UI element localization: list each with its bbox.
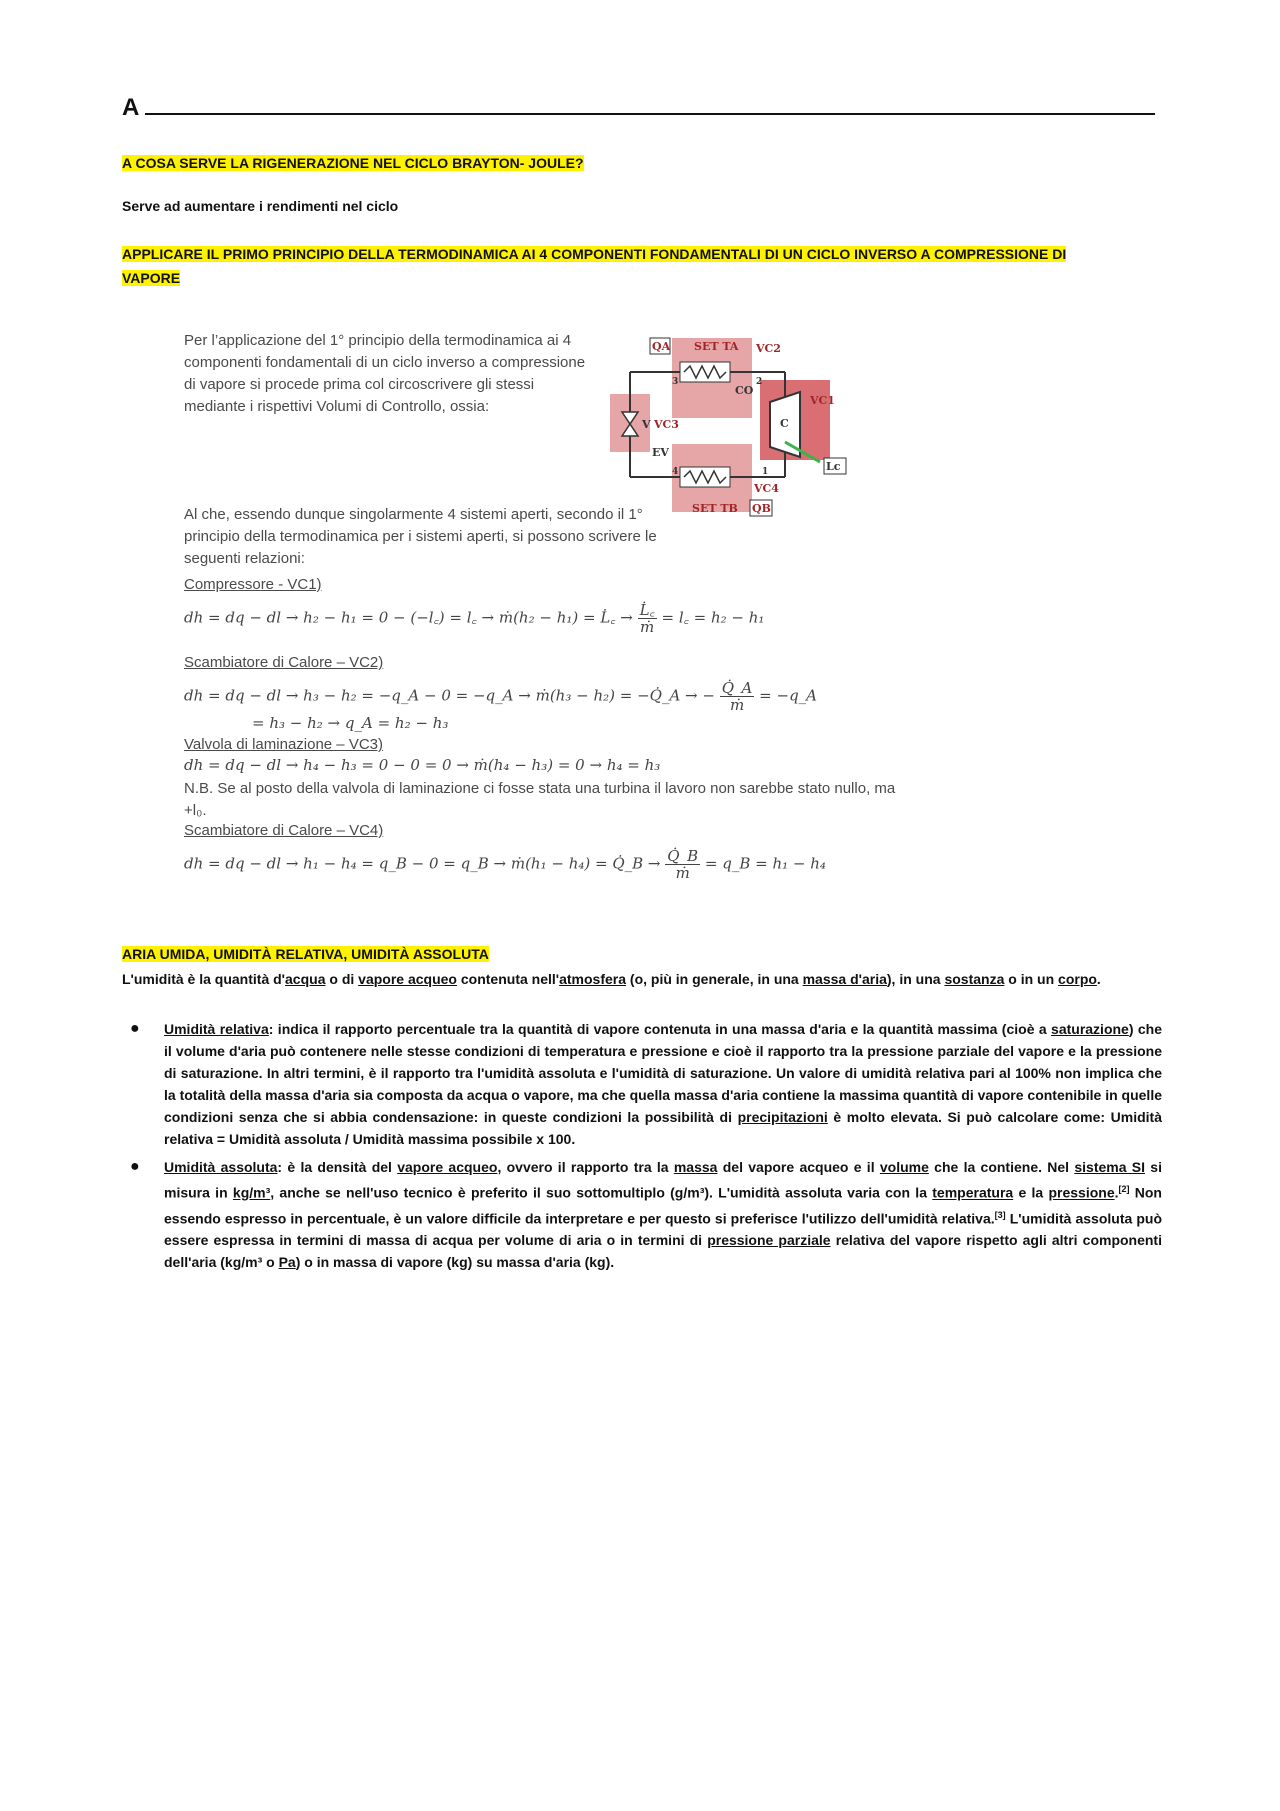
figure-intro-text: Per l’applicazione del 1° principio della termodinamica ai 4 componenti fondamentali di un ciclo inverso a compressione di vapore si procede prima col circoscrivere gli stessi mediante i rispettivi Volumi di Controllo, ossia: bbox=[184, 332, 586, 415]
label-n2: 2 bbox=[756, 377, 763, 387]
equation-vc2: dh = dq − dl → h₃ − h₂ = −q_A − 0 = −q_A → ṁ(h₃ − h₂) = −Q̇_A → − $\frac{Q̇\_A}{\text{ṁ}}$ = −q_A bbox=[184, 679, 818, 714]
bullet-dot: ● bbox=[130, 1158, 140, 1175]
equation-vc4: dh = dq − dl → h₁ − h₄ = q_B − 0 = q_B → ṁ(h₁ − h₄) = Q̇_B → $\frac{Q̇\_B}{\text{ṁ}}$ = q_B = h₁ − h₄ bbox=[184, 847, 826, 882]
link-precipitazioni[interactable]: precipitazioni bbox=[737, 1109, 828, 1125]
label-n3: 3 bbox=[672, 377, 679, 387]
label-lc: Lc bbox=[826, 460, 841, 473]
scanned-figure bbox=[160, 318, 968, 893]
equation-vc2-continued: = h₃ − h₂ → q_A = h₂ − h₃ bbox=[252, 714, 449, 732]
label-valvola-vc3: Valvola di laminazione – VC3) bbox=[184, 736, 383, 753]
list-item-umidita-assoluta: ● Umidità assoluta: è la densità del vapore acqueo, ovvero il rapporto tra la massa del vapore acqueo e il volume che la contiene. Nel sistema SI si misura in kg/m³, anche se nell'uso tecnico è preferito il suo sottomultiplo (g/m³). L'umidità assoluta varia con la temperatura e la pressione.[2] Non essendo espresso in percentuale, è un valore difficile da interpretare e per questo si preferisce l'utilizzo dell'umidità relativa.[3] L'umidità assoluta può essere espressa in termini di massa di acqua per volume di aria o in termini di pressione parziale relativa del vapore rispetto agli altri componenti dell'aria (kg/m³ o Pa) o in massa di vapore (kg) su massa d'aria (kg). bbox=[130, 1158, 1162, 1271]
label-vc1: VC1 bbox=[810, 394, 835, 407]
page-header bbox=[122, 94, 1155, 122]
link-umidita-relativa[interactable]: Umidità relativa bbox=[164, 1021, 269, 1037]
label-qa: QA bbox=[652, 340, 671, 353]
link-massa-aria[interactable]: massa d'aria bbox=[802, 971, 887, 987]
question-3-text: ARIA UMIDA, UMIDITÀ RELATIVA, UMIDITÀ ASSOLUTA bbox=[122, 946, 489, 962]
label-n4: 4 bbox=[672, 467, 679, 477]
label-compressore: Compressore - VC1) bbox=[184, 576, 322, 593]
bullet-dot: ● bbox=[130, 1020, 140, 1037]
label-scambiatore-vc4: Scambiatore di Calore – VC4) bbox=[184, 822, 384, 839]
label-qb: QB bbox=[752, 502, 771, 515]
label-n1: 1 bbox=[762, 467, 769, 477]
label-vc2: VC2 bbox=[756, 342, 781, 355]
label-scambiatore-vc2: Scambiatore di Calore – VC2) bbox=[184, 654, 384, 671]
link-atmosfera[interactable]: atmosfera bbox=[559, 971, 627, 987]
question-2-text: APPLICARE IL PRIMO PRINCIPIO DELLA TERMODINAMICA AI 4 COMPONENTI FONDAMENTALI DI UN CICLO INVERSO A COMPRESSIONE DI VAPORE bbox=[122, 246, 1067, 286]
label-ev: EV bbox=[652, 446, 669, 459]
label-v: V bbox=[642, 418, 651, 431]
link-corpo[interactable]: corpo bbox=[1058, 971, 1097, 987]
label-co: CO bbox=[735, 384, 754, 397]
figure-nb-note: N.B. Se al posto della valvola di laminazione ci fosse stata una turbina il lavoro non sarebbe stato nullo, ma +l₀. bbox=[184, 780, 896, 819]
label-vc4: VC4 bbox=[754, 482, 779, 495]
link-sostanza[interactable]: sostanza bbox=[944, 971, 1005, 987]
link-pressione-parziale[interactable]: pressione parziale bbox=[707, 1232, 831, 1249]
header-rule bbox=[145, 97, 1155, 115]
link-acqua[interactable]: acqua bbox=[285, 971, 326, 987]
label-c: C bbox=[780, 417, 789, 430]
question-3 bbox=[122, 942, 489, 966]
humidity-bullet-list bbox=[122, 1018, 1162, 1275]
link-umidita-assoluta[interactable]: Umidità assoluta bbox=[164, 1159, 278, 1175]
humidity-definition-paragraph: L'umidità è la quantità d'acqua o di vapore acqueo contenuta nell'atmosfera (o, più in generale, in una massa d'aria), in una sostanza o in un corpo. bbox=[122, 971, 1101, 987]
label-set-tb: SET TB bbox=[692, 502, 738, 515]
link-volume[interactable]: volume bbox=[879, 1159, 929, 1175]
link-vapore-acqueo[interactable]: vapore acqueo bbox=[358, 971, 457, 987]
link-kg-m3[interactable]: kg/m³ bbox=[232, 1184, 271, 1201]
link-vapore-acqueo-2[interactable]: vapore acqueo bbox=[397, 1159, 498, 1175]
question-1 bbox=[122, 151, 584, 175]
link-pa[interactable]: Pa bbox=[278, 1254, 296, 1271]
footnote-3[interactable]: [3] bbox=[994, 1209, 1006, 1220]
link-massa[interactable]: massa bbox=[673, 1159, 718, 1175]
figure-open-systems-text: Al che, essendo dunque singolarmente 4 sistemi aperti, secondo il 1° principio della termodinamica per i sistemi aperti, si possono scrivere le seguenti relazioni: bbox=[184, 506, 657, 567]
equation-vc3: dh = dq − dl → h₄ − h₃ = 0 − 0 = 0 → ṁ(h₄ − h₃) = 0 → h₄ = h₃ bbox=[184, 756, 661, 774]
link-sistema-si[interactable]: sistema SI bbox=[1074, 1159, 1146, 1175]
link-pressione[interactable]: pressione bbox=[1048, 1184, 1115, 1201]
label-vc3: VC3 bbox=[654, 418, 679, 431]
link-temperatura[interactable]: temperatura bbox=[932, 1184, 1014, 1201]
equation-vc1: dh = dq − dl → h₂ − h₁ = 0 − (−l꜀) = l꜀ → ṁ(h₂ − h₁) = L̇꜀ → $\frac{L̇꜀}{\text{ṁ}}$ = l꜀ = h₂ − h₁ bbox=[184, 601, 765, 636]
question-1-text: A COSA SERVE LA RIGENERAZIONE NEL CICLO BRAYTON- JOULE? bbox=[122, 155, 584, 171]
list-item-umidita-relativa: ● Umidità relativa: indica il rapporto percentuale tra la quantità di vapore contenuta in una massa d'aria e la quantità massima (cioè a saturazione) che il volume d'aria può contenere nelle stesse condizioni di temperatura e pressione e cioè il rapporto tra la pressione parziale del vapore e la pressione di saturazione. In altri termini, è il rapporto tra l'umidità assoluta e l'umidità di saturazione. Un valore di umidità relativa pari al 100% non implica che la totalità della massa d'aria sia composta da acqua o vapore, ma che quella massa d'aria contiene la massima quantità di vapore contenibile in quelle condizioni senza che si abbia condensazione: in queste condizioni la possibilità di precipitazioni è molto elevata. Si può calcolare come: Umidità relativa = Umidità assoluta / Umidità massima possibile x 100. bbox=[130, 1020, 1163, 1147]
footnote-2[interactable]: [2] bbox=[1118, 1184, 1130, 1194]
link-saturazione[interactable]: saturazione bbox=[1051, 1021, 1129, 1037]
header-letter: A bbox=[122, 94, 140, 121]
answer-1: Serve ad aumentare i rendimenti nel ciclo bbox=[122, 198, 399, 214]
question-2 bbox=[122, 242, 1122, 290]
label-set-ta: SET TA bbox=[694, 340, 739, 353]
refrigeration-cycle-diagram bbox=[610, 332, 900, 532]
